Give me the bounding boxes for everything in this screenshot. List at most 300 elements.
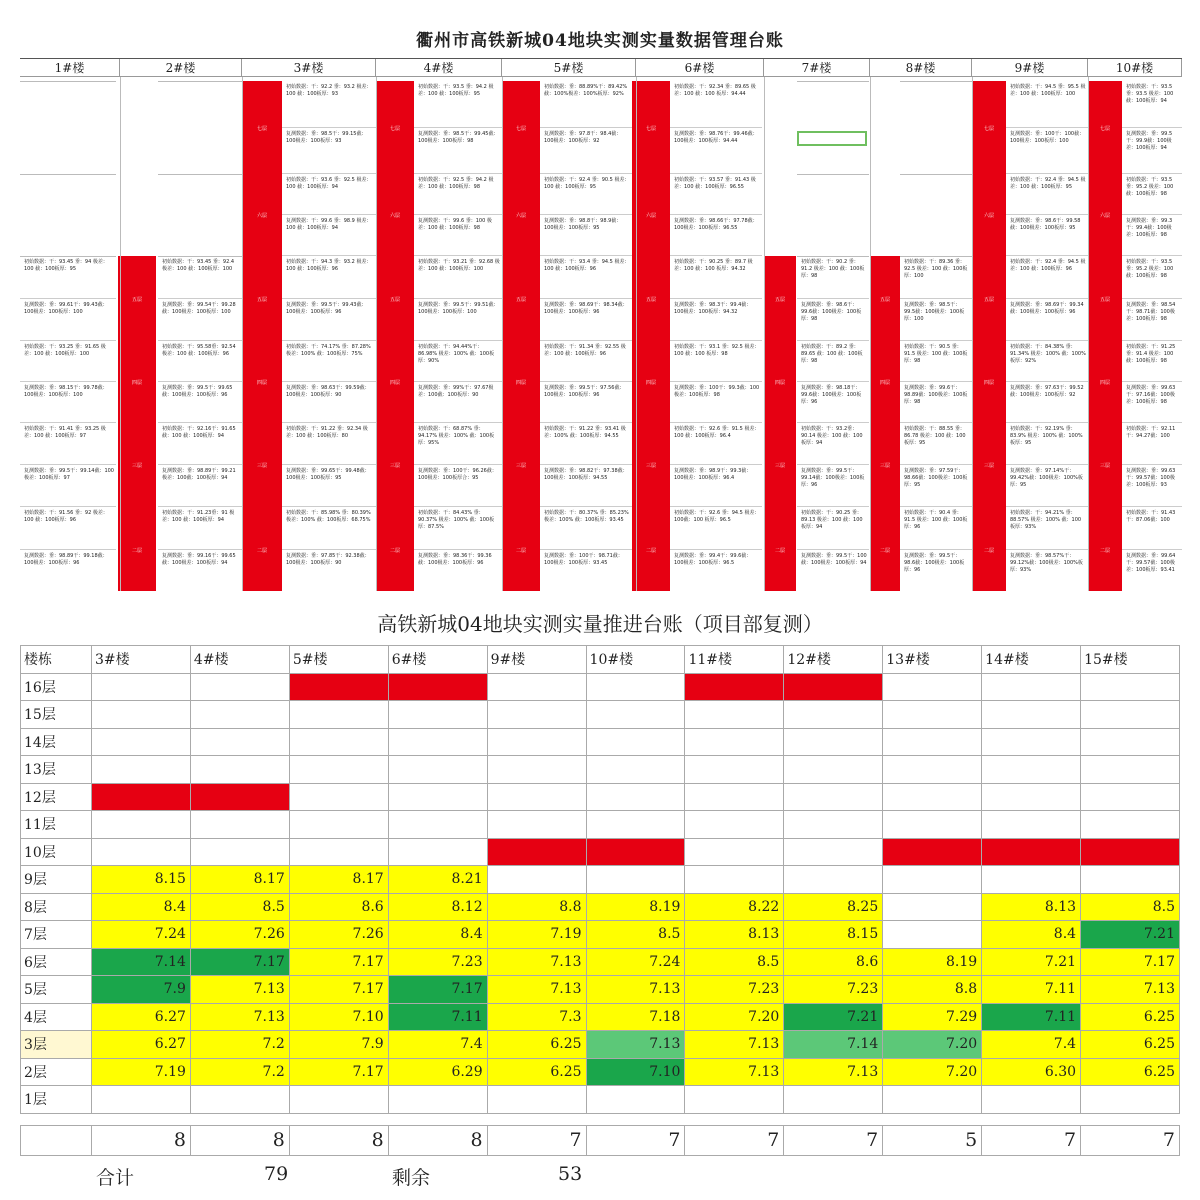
floor-label: 二层 — [389, 547, 400, 554]
floor-label[interactable]: 9层 — [21, 866, 92, 894]
date-cell[interactable] — [190, 811, 289, 839]
date-cell[interactable]: 8.8 — [883, 976, 982, 1004]
floor-label[interactable]: 11层 — [21, 811, 92, 839]
date-cell[interactable] — [982, 866, 1081, 894]
date-cell[interactable] — [190, 701, 289, 729]
date-cell[interactable]: 6.29 — [388, 1058, 487, 1086]
empty-cell[interactable] — [190, 1113, 289, 1125]
floor-label: 二层 — [1099, 547, 1110, 554]
date-cell[interactable]: 7.19 — [487, 921, 586, 949]
date-cell[interactable] — [1081, 811, 1180, 839]
column-header[interactable]: 6#楼 — [388, 646, 487, 674]
date-cell[interactable] — [685, 1086, 784, 1114]
date-cell[interactable]: 7.17 — [289, 976, 388, 1004]
date-cell[interactable] — [883, 756, 982, 784]
progress-table — [20, 645, 1180, 1156]
empty-cell[interactable] — [289, 1113, 388, 1125]
date-cell[interactable]: 8.8 — [487, 893, 586, 921]
date-cell[interactable] — [685, 728, 784, 756]
date-cell[interactable]: 8.13 — [685, 921, 784, 949]
count-cell[interactable]: 7 — [784, 1125, 883, 1155]
date-cell[interactable]: 8.4 — [388, 921, 487, 949]
date-cell[interactable] — [190, 756, 289, 784]
empty-cell[interactable] — [883, 1113, 982, 1125]
count-cell[interactable]: 7 — [487, 1125, 586, 1155]
date-cell[interactable] — [289, 783, 388, 811]
date-cell[interactable] — [289, 1086, 388, 1114]
date-cell[interactable] — [586, 838, 685, 866]
date-cell[interactable]: 6.30 — [982, 1058, 1081, 1086]
date-cell[interactable]: 7.17 — [289, 948, 388, 976]
date-cell[interactable] — [1081, 838, 1180, 866]
empty-cell[interactable] — [21, 1113, 92, 1125]
empty-cell[interactable] — [21, 1125, 92, 1155]
date-cell[interactable] — [883, 783, 982, 811]
date-cell[interactable]: 8.4 — [982, 921, 1081, 949]
column-header[interactable]: 9#楼 — [972, 59, 1088, 77]
floor-label[interactable]: 14层 — [21, 728, 92, 756]
measure-cell: 初始数据：干：91.41 垂：93.25 极差：100 截：100板厚：97 — [20, 423, 116, 465]
date-cell[interactable]: 7.17 — [289, 1058, 388, 1086]
measure-cell: 复测数据：垂：98.15干：99.78截：100极差：100板厚：100 — [20, 382, 116, 423]
date-cell[interactable] — [586, 701, 685, 729]
date-cell[interactable]: 8.5 — [586, 921, 685, 949]
date-cell[interactable]: 7.10 — [289, 1003, 388, 1031]
top-spreadsheet — [20, 58, 1182, 591]
floor-label: 四层 — [1099, 380, 1110, 386]
date-cell[interactable] — [883, 701, 982, 729]
date-cell[interactable] — [190, 673, 289, 701]
date-cell[interactable] — [92, 838, 191, 866]
column-header[interactable]: 3#楼 — [92, 646, 191, 674]
date-cell[interactable]: 7.17 — [388, 976, 487, 1004]
date-cell[interactable] — [388, 728, 487, 756]
date-cell[interactable] — [883, 811, 982, 839]
date-cell[interactable] — [586, 1086, 685, 1114]
date-cell[interactable]: 7.13 — [190, 976, 289, 1004]
date-cell[interactable] — [92, 756, 191, 784]
date-cell[interactable] — [1081, 728, 1180, 756]
header-building-label[interactable]: 楼栋 — [21, 646, 92, 674]
measure-cell: 初始数据：干：92.4 垂：94.5 极差：100 截：100板厚：96 — [1006, 256, 1088, 299]
date-cell[interactable] — [586, 811, 685, 839]
date-cell[interactable] — [685, 811, 784, 839]
grid-line — [764, 77, 765, 591]
date-cell[interactable]: 8.22 — [685, 893, 784, 921]
date-cell[interactable]: 7.13 — [685, 1031, 784, 1059]
date-cell[interactable] — [883, 673, 982, 701]
column-header[interactable]: 4#楼 — [190, 646, 289, 674]
date-cell[interactable] — [982, 701, 1081, 729]
count-cell[interactable]: 7 — [685, 1125, 784, 1155]
column-header[interactable]: 9#楼 — [487, 646, 586, 674]
date-cell[interactable] — [982, 783, 1081, 811]
date-cell[interactable] — [784, 673, 883, 701]
date-cell[interactable] — [586, 673, 685, 701]
grid-line — [900, 256, 972, 257]
date-cell[interactable]: 7.23 — [685, 976, 784, 1004]
empty-cell[interactable] — [685, 1113, 784, 1125]
date-cell[interactable]: 7.13 — [487, 976, 586, 1004]
date-cell[interactable] — [784, 783, 883, 811]
date-cell[interactable] — [586, 728, 685, 756]
date-cell[interactable] — [388, 701, 487, 729]
measure-cell: 复测数据：垂：98.76干：99.46截：100极差：100板厚：94.44 — [670, 128, 762, 175]
date-cell[interactable]: 7.2 — [190, 1058, 289, 1086]
count-cell[interactable]: 7 — [586, 1125, 685, 1155]
measure-cell: 初始数据：干：93.57 垂：91.43 极差：100 截：100板厚：96.55 — [670, 174, 762, 215]
date-cell[interactable]: 6.25 — [487, 1031, 586, 1059]
date-cell[interactable]: 7.23 — [784, 976, 883, 1004]
date-cell[interactable]: 6.25 — [1081, 1031, 1180, 1059]
date-cell[interactable]: 7.23 — [388, 948, 487, 976]
floor-label: 五层 — [983, 296, 994, 303]
measure-cell: 初始数据：干：93.25 垂：91.65 极差：100 截：100板厚：100 — [20, 341, 116, 382]
measure-cell: 复测数据：垂：99.65干：99.48截：100极差：100板厚：95 — [282, 465, 376, 507]
date-cell[interactable] — [388, 838, 487, 866]
date-cell[interactable] — [1081, 1086, 1180, 1114]
table-row — [21, 728, 1180, 756]
grid-line — [20, 174, 116, 175]
date-cell[interactable] — [388, 811, 487, 839]
date-cell[interactable]: 7.4 — [388, 1031, 487, 1059]
measure-cell: 复测数据：垂：99.4干：99.6截：100极差：100板厚：96.5 — [670, 550, 762, 592]
date-cell[interactable]: 7.13 — [1081, 976, 1180, 1004]
table-row — [21, 1031, 1180, 1059]
floor-label: 三层 — [515, 463, 526, 469]
date-cell[interactable]: 7.24 — [586, 948, 685, 976]
measure-cell: 复测数据：垂：99.5干：97.56截：100极差：100板厚：96 — [540, 382, 632, 423]
date-cell[interactable]: 7.20 — [883, 1031, 982, 1059]
date-cell[interactable]: 8.19 — [586, 893, 685, 921]
floor-label[interactable]: 12层 — [21, 783, 92, 811]
date-cell[interactable] — [289, 756, 388, 784]
column-header[interactable]: 5#楼 — [502, 59, 636, 77]
date-cell[interactable]: 7.11 — [982, 1003, 1081, 1031]
date-cell[interactable]: 7.14 — [784, 1031, 883, 1059]
column-header[interactable]: 11#楼 — [685, 646, 784, 674]
column-header[interactable]: 8#楼 — [870, 59, 972, 77]
date-cell[interactable] — [487, 866, 586, 894]
date-cell[interactable]: 7.20 — [883, 1058, 982, 1086]
floor-label: 六层 — [515, 213, 526, 219]
count-cell[interactable]: 8 — [388, 1125, 487, 1155]
table-row — [21, 811, 1180, 839]
date-cell[interactable] — [388, 673, 487, 701]
grid-line — [158, 81, 242, 82]
date-cell[interactable]: 7.4 — [982, 1031, 1081, 1059]
date-cell[interactable] — [586, 783, 685, 811]
date-cell[interactable] — [190, 783, 289, 811]
measure-cell: 复测数据：垂：98.6干：99.58截：100极差：100板厚：95 — [1006, 215, 1088, 256]
date-cell[interactable]: 7.11 — [388, 1003, 487, 1031]
remain-value: 53 — [558, 1163, 583, 1185]
floor-label: 四层 — [389, 380, 400, 386]
date-cell[interactable] — [190, 728, 289, 756]
floor-label[interactable]: 2层 — [21, 1058, 92, 1086]
floor-label: 三层 — [1099, 463, 1110, 469]
date-cell[interactable]: 7.21 — [784, 1003, 883, 1031]
measure-cell: 初始数据：干：84.38% 垂：91.34% 极差：100% 截：100% 板厚：92% — [1006, 341, 1088, 382]
column-header[interactable]: 6#楼 — [636, 59, 764, 77]
date-cell[interactable]: 7.13 — [190, 1003, 289, 1031]
date-cell[interactable] — [883, 838, 982, 866]
empty-cell[interactable] — [92, 1113, 191, 1125]
column-header[interactable]: 10#楼 — [1088, 59, 1182, 77]
date-cell[interactable]: 6.27 — [92, 1031, 191, 1059]
empty-cell[interactable] — [784, 1113, 883, 1125]
floor-label: 四层 — [515, 380, 526, 386]
measure-cell: 复测数据：垂：99.63干：99.57截：100极差：100板厚：93 — [1122, 465, 1182, 507]
date-cell[interactable] — [1081, 756, 1180, 784]
date-cell[interactable] — [883, 866, 982, 894]
totals-row — [20, 1159, 1180, 1189]
date-cell[interactable] — [883, 893, 982, 921]
date-cell[interactable]: 7.9 — [92, 976, 191, 1004]
date-cell[interactable] — [92, 673, 191, 701]
total-label: 合计 — [96, 1167, 135, 1189]
measure-cell: 复测数据：垂：99.5干：99.65截：100极差：100板厚：96 — [158, 382, 242, 423]
floor-label[interactable]: 15层 — [21, 701, 92, 729]
column-header[interactable]: 15#楼 — [1081, 646, 1180, 674]
date-cell[interactable]: 7.21 — [1081, 921, 1180, 949]
date-cell[interactable] — [487, 728, 586, 756]
column-header[interactable]: 4#楼 — [376, 59, 502, 77]
date-cell[interactable] — [883, 921, 982, 949]
date-cell[interactable]: 7.3 — [487, 1003, 586, 1031]
grid-line — [636, 77, 637, 591]
date-cell[interactable] — [487, 811, 586, 839]
date-cell[interactable]: 8.5 — [1081, 893, 1180, 921]
date-cell[interactable]: 7.17 — [190, 948, 289, 976]
date-cell[interactable]: 8.4 — [92, 893, 191, 921]
date-cell[interactable]: 7.24 — [92, 921, 191, 949]
date-cell[interactable]: 8.15 — [784, 921, 883, 949]
count-cell[interactable]: 5 — [883, 1125, 982, 1155]
floor-label[interactable]: 3层 — [21, 1031, 92, 1059]
date-cell[interactable] — [784, 811, 883, 839]
date-cell[interactable] — [1081, 701, 1180, 729]
date-cell[interactable] — [982, 756, 1081, 784]
measure-cell: 复测数据：垂：99.3干：99.4截：100极差：100板厚：98 — [1122, 215, 1182, 256]
floor-label[interactable]: 1层 — [21, 1086, 92, 1114]
measure-cell: 初始数据：干：92.4 垂：94.5 极差：100 截：100板厚：95 — [1006, 174, 1088, 215]
date-cell[interactable] — [784, 728, 883, 756]
date-cell[interactable] — [487, 838, 586, 866]
empty-cell[interactable] — [982, 1113, 1081, 1125]
count-cell[interactable]: 7 — [1081, 1125, 1180, 1155]
measure-cell: 初始数据：干：95.58垂：92.54 极差：100 截：100板厚：96 — [158, 341, 242, 382]
date-cell[interactable]: 7.18 — [586, 1003, 685, 1031]
date-cell[interactable] — [92, 811, 191, 839]
date-cell[interactable] — [685, 866, 784, 894]
date-cell[interactable] — [388, 1086, 487, 1114]
floor-label: 七层 — [515, 125, 526, 132]
date-cell[interactable] — [586, 866, 685, 894]
active-cell-selection[interactable] — [797, 131, 867, 146]
date-cell[interactable] — [289, 838, 388, 866]
table-row — [21, 838, 1180, 866]
grid-line — [797, 81, 869, 82]
date-cell[interactable]: 7.2 — [190, 1031, 289, 1059]
empty-cell[interactable] — [487, 1113, 586, 1125]
column-header[interactable]: 10#楼 — [586, 646, 685, 674]
floor-label[interactable]: 16层 — [21, 673, 92, 701]
floor-label: 二层 — [645, 547, 656, 554]
floor-label[interactable]: 10层 — [21, 838, 92, 866]
date-cell[interactable]: 6.25 — [487, 1058, 586, 1086]
date-cell[interactable]: 8.17 — [190, 866, 289, 894]
date-cell[interactable] — [289, 673, 388, 701]
date-cell[interactable]: 7.11 — [982, 976, 1081, 1004]
column-header[interactable]: 5#楼 — [289, 646, 388, 674]
date-cell[interactable]: 7.17 — [1081, 948, 1180, 976]
grid-line — [120, 77, 121, 591]
spacer-row — [21, 1113, 1180, 1125]
date-cell[interactable]: 8.15 — [92, 866, 191, 894]
date-cell[interactable]: 7.10 — [586, 1058, 685, 1086]
table-header-row — [21, 646, 1180, 674]
count-cell[interactable]: 8 — [92, 1125, 191, 1155]
date-cell[interactable] — [487, 756, 586, 784]
date-cell[interactable] — [92, 1086, 191, 1114]
date-cell[interactable]: 8.13 — [982, 893, 1081, 921]
column-header[interactable]: 1#楼 — [20, 59, 120, 77]
date-cell[interactable]: 8.5 — [190, 893, 289, 921]
date-cell[interactable] — [883, 1086, 982, 1114]
date-cell[interactable] — [190, 838, 289, 866]
date-cell[interactable] — [685, 838, 784, 866]
date-cell[interactable] — [388, 783, 487, 811]
table-row — [21, 948, 1180, 976]
date-cell[interactable] — [586, 756, 685, 784]
date-cell[interactable]: 7.14 — [92, 948, 191, 976]
floor-label[interactable]: 5层 — [21, 976, 92, 1004]
column-header[interactable]: 7#楼 — [764, 59, 870, 77]
date-cell[interactable]: 7.13 — [685, 1058, 784, 1086]
date-cell[interactable] — [784, 701, 883, 729]
date-cell[interactable]: 7.26 — [190, 921, 289, 949]
column-header[interactable]: 14#楼 — [982, 646, 1081, 674]
date-cell[interactable] — [982, 673, 1081, 701]
measure-cell: 初始数据：干：94.3 垂：93.2 极差：100 截：100板厚：96 — [282, 256, 376, 299]
date-cell[interactable]: 7.26 — [289, 921, 388, 949]
table-row — [21, 893, 1180, 921]
date-cell[interactable]: 8.6 — [784, 948, 883, 976]
column-header[interactable]: 2#楼 — [120, 59, 242, 77]
date-cell[interactable] — [92, 783, 191, 811]
date-cell[interactable]: 7.13 — [487, 948, 586, 976]
date-cell[interactable]: 8.21 — [388, 866, 487, 894]
date-cell[interactable]: 6.27 — [92, 1003, 191, 1031]
date-cell[interactable]: 7.13 — [784, 1058, 883, 1086]
grid-line — [502, 77, 503, 591]
date-cell[interactable] — [982, 811, 1081, 839]
date-cell[interactable] — [784, 756, 883, 784]
date-cell[interactable] — [487, 1086, 586, 1114]
floor-label[interactable]: 7层 — [21, 921, 92, 949]
date-cell[interactable] — [982, 728, 1081, 756]
grid-line — [20, 81, 116, 82]
date-cell[interactable] — [487, 701, 586, 729]
date-cell[interactable]: 8.6 — [289, 893, 388, 921]
column-header[interactable]: 13#楼 — [883, 646, 982, 674]
date-cell[interactable] — [289, 811, 388, 839]
column-header[interactable]: 12#楼 — [784, 646, 883, 674]
date-cell[interactable] — [92, 701, 191, 729]
date-cell[interactable] — [388, 756, 487, 784]
date-cell[interactable] — [1081, 783, 1180, 811]
date-cell[interactable] — [784, 838, 883, 866]
empty-cell[interactable] — [388, 1113, 487, 1125]
date-cell[interactable] — [1081, 866, 1180, 894]
date-cell[interactable]: 7.21 — [982, 948, 1081, 976]
date-cell[interactable]: 7.13 — [586, 1031, 685, 1059]
floor-label[interactable]: 13层 — [21, 756, 92, 784]
date-cell[interactable]: 7.20 — [685, 1003, 784, 1031]
date-cell[interactable] — [784, 1086, 883, 1114]
date-cell[interactable]: 8.19 — [883, 948, 982, 976]
date-cell[interactable]: 7.19 — [92, 1058, 191, 1086]
date-cell[interactable]: 6.25 — [1081, 1058, 1180, 1086]
date-cell[interactable]: 7.9 — [289, 1031, 388, 1059]
measure-cell: 复测数据：垂：98.89干：99.21 极差：100截：100板厚：94 — [158, 465, 242, 507]
count-cell[interactable]: 8 — [289, 1125, 388, 1155]
empty-cell[interactable] — [586, 1113, 685, 1125]
column-header[interactable]: 3#楼 — [242, 59, 376, 77]
date-cell[interactable] — [487, 673, 586, 701]
date-cell[interactable] — [1081, 673, 1180, 701]
date-cell[interactable] — [982, 1086, 1081, 1114]
date-cell[interactable]: 8.25 — [784, 893, 883, 921]
date-cell[interactable] — [289, 701, 388, 729]
date-cell[interactable] — [685, 756, 784, 784]
date-cell[interactable]: 8.17 — [289, 866, 388, 894]
date-cell[interactable]: 6.25 — [1081, 1003, 1180, 1031]
grid-line — [1088, 77, 1089, 591]
measure-cell: 初始数据：干：93.5 垂：93.5 极差：100 截：100板厚：94 — [1122, 81, 1182, 128]
date-cell[interactable]: 8.12 — [388, 893, 487, 921]
floor-label[interactable]: 8层 — [21, 893, 92, 921]
date-cell[interactable]: 7.29 — [883, 1003, 982, 1031]
date-cell[interactable] — [685, 783, 784, 811]
date-cell[interactable] — [487, 783, 586, 811]
date-cell[interactable] — [685, 701, 784, 729]
date-cell[interactable] — [289, 728, 388, 756]
date-cell[interactable]: 8.5 — [685, 948, 784, 976]
count-cell[interactable]: 7 — [982, 1125, 1081, 1155]
floor-label[interactable]: 4层 — [21, 1003, 92, 1031]
floor-label: 七层 — [645, 125, 656, 132]
floor-label[interactable]: 6层 — [21, 948, 92, 976]
date-cell[interactable]: 7.13 — [586, 976, 685, 1004]
floor-label: 二层 — [256, 547, 267, 554]
date-cell[interactable] — [92, 728, 191, 756]
measure-cell: 初始数据：干：91.22 垂：92.34 极差：100 截：100板厚：80 — [282, 423, 376, 465]
measure-cell: 初始数据：干：94.44%干：86.98% 极差：100% 截：100板厚：90% — [414, 341, 502, 382]
measure-cell: 初始数据：干：91.25 垂：91.4 极差：100 截：100板厚：98 — [1122, 341, 1182, 382]
measure-cell: 初始数据：干：93.2垂：90.14 极差：100 截：100板厚：94 — [797, 423, 869, 465]
date-cell[interactable] — [190, 1086, 289, 1114]
count-cell[interactable]: 8 — [190, 1125, 289, 1155]
table-row — [21, 1003, 1180, 1031]
date-cell[interactable] — [883, 728, 982, 756]
date-cell[interactable] — [685, 673, 784, 701]
empty-cell[interactable] — [1081, 1113, 1180, 1125]
date-cell[interactable] — [982, 838, 1081, 866]
measure-cell: 初始数据：干：91.43干：87.06截：100 — [1122, 507, 1182, 550]
date-cell[interactable] — [784, 866, 883, 894]
